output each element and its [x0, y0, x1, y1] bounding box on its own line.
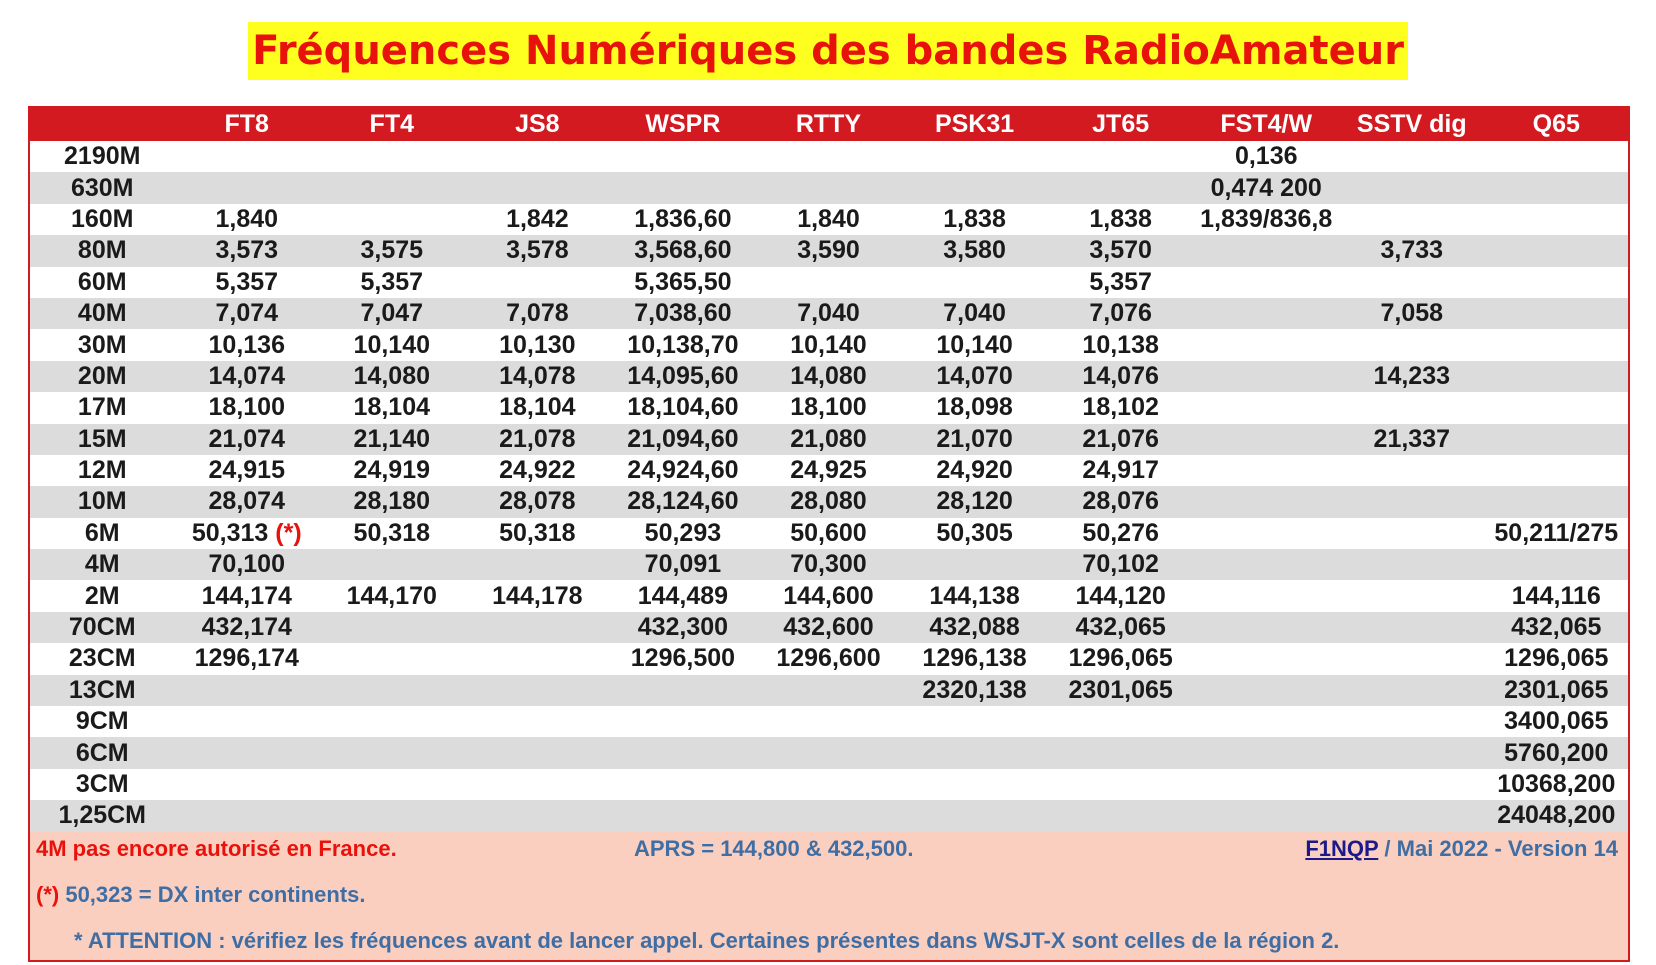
- band-label: 2190M: [30, 141, 175, 172]
- table-cell: 50,318: [319, 518, 465, 549]
- table-cell: 3,733: [1339, 235, 1485, 266]
- band-label: 40M: [30, 298, 175, 329]
- table-cell: 18,104: [319, 392, 465, 423]
- table-cell: [756, 737, 902, 768]
- table-cell: 28,080: [756, 486, 902, 517]
- band-label: 20M: [30, 361, 175, 392]
- table-cell: 28,120: [901, 486, 1048, 517]
- table-cell: 21,094,60: [610, 424, 756, 455]
- table-cell: 14,078: [465, 361, 611, 392]
- table-cell: [1048, 800, 1194, 831]
- table-cell: 21,076: [1048, 424, 1194, 455]
- table-cell: 432,600: [756, 612, 902, 643]
- table-cell: 5760,200: [1485, 737, 1628, 768]
- table-cell: [1485, 549, 1628, 580]
- table-cell: 144,120: [1048, 580, 1194, 611]
- table-cell: [319, 737, 465, 768]
- band-label: 1,25CM: [30, 800, 175, 831]
- band-label: 4M: [30, 549, 175, 580]
- page-title: Fréquences Numériques des bandes RadioAmateur: [248, 22, 1408, 80]
- table-cell: [1485, 392, 1628, 423]
- table-cell: 0,474 200: [1193, 172, 1339, 203]
- header-psk31: PSK31: [901, 108, 1048, 141]
- table-cell: 21,080: [756, 424, 902, 455]
- table-cell: [465, 172, 611, 203]
- table-cell: 3400,065: [1485, 706, 1628, 737]
- table-cell: [756, 267, 902, 298]
- table-cell: 10,138,70: [610, 329, 756, 360]
- author-link[interactable]: F1NQP: [1305, 835, 1379, 861]
- note-4m: 4M pas encore autorisé en France.: [36, 835, 397, 861]
- table-cell: [465, 800, 611, 831]
- table-row: [30, 455, 1628, 486]
- table-cell: 432,065: [1485, 612, 1628, 643]
- table-cell: 1296,500: [610, 643, 756, 674]
- table-row: [30, 769, 1628, 800]
- table-cell: [1193, 549, 1339, 580]
- table-cell: [756, 141, 902, 172]
- table-cell: [1193, 706, 1339, 737]
- table-cell: [1339, 141, 1485, 172]
- table-cell: [1339, 204, 1485, 235]
- table-cell: [465, 737, 611, 768]
- header-js8: JS8: [465, 108, 611, 141]
- table-cell: [1485, 267, 1628, 298]
- cell-value: 50,313: [191, 518, 269, 547]
- table-cell: [1193, 580, 1339, 611]
- table-cell: 21,337: [1339, 424, 1485, 455]
- table-cell: [610, 141, 756, 172]
- header-band: [30, 108, 175, 141]
- table-cell: [465, 675, 611, 706]
- table-cell: 10,138: [1048, 329, 1194, 360]
- table-cell: 24,922: [465, 455, 611, 486]
- table-row: [30, 424, 1628, 455]
- table-row: [30, 361, 1628, 392]
- author-version: / Mai 2022 - Version 14: [1378, 835, 1618, 861]
- table-cell: [1339, 455, 1485, 486]
- table-cell: 1,840: [756, 204, 902, 235]
- table-cell: 3,570: [1048, 235, 1194, 266]
- table-cell: [1193, 361, 1339, 392]
- table-cell: 1,838: [1048, 204, 1194, 235]
- table-cell: 7,040: [901, 298, 1048, 329]
- table-row: [30, 800, 1628, 831]
- table-cell: 7,058: [1339, 298, 1485, 329]
- table-cell: [1485, 455, 1628, 486]
- table-cell: 28,076: [1048, 486, 1194, 517]
- table-cell: 1296,138: [901, 643, 1048, 674]
- table-cell: 1296,065: [1485, 643, 1628, 674]
- band-label: 30M: [30, 329, 175, 360]
- band-label: 6M: [30, 518, 175, 549]
- table-cell: [465, 612, 611, 643]
- table-cell: [1193, 486, 1339, 517]
- table-cell: [756, 769, 902, 800]
- table-cell: 3,568,60: [610, 235, 756, 266]
- table-cell: [175, 675, 320, 706]
- table-cell: 7,040: [756, 298, 902, 329]
- table-cell: [901, 706, 1048, 737]
- table-cell: [1485, 235, 1628, 266]
- table-cell: 144,600: [756, 580, 902, 611]
- table-cell: 144,116: [1485, 580, 1628, 611]
- table-cell: 10,136: [175, 329, 320, 360]
- table-row: [30, 235, 1628, 266]
- table-cell: 28,180: [319, 486, 465, 517]
- table-cell: 1,840: [175, 204, 320, 235]
- band-label: 60M: [30, 267, 175, 298]
- table-cell: [756, 172, 902, 203]
- table-cell: 18,100: [175, 392, 320, 423]
- band-label: 15M: [30, 424, 175, 455]
- table-cell: [610, 675, 756, 706]
- table-cell: [1339, 706, 1485, 737]
- table-cell: 3,573: [175, 235, 320, 266]
- table-cell: [901, 769, 1048, 800]
- table-cell: [1485, 424, 1628, 455]
- table-cell: 432,300: [610, 612, 756, 643]
- table-cell: 5,357: [175, 267, 320, 298]
- table-cell: [1048, 141, 1194, 172]
- table-cell: [465, 706, 611, 737]
- table-cell: 50,276: [1048, 518, 1194, 549]
- table-cell: 144,178: [465, 580, 611, 611]
- table-cell: 144,138: [901, 580, 1048, 611]
- table-cell: [175, 172, 320, 203]
- table-cell: 2320,138: [901, 675, 1048, 706]
- band-label: 9CM: [30, 706, 175, 737]
- header-wspr: WSPR: [610, 108, 756, 141]
- header-ft4: FT4: [319, 108, 465, 141]
- table-cell: 14,080: [319, 361, 465, 392]
- table-cell: 21,074: [175, 424, 320, 455]
- table-row: [30, 737, 1628, 768]
- table-cell: 1,838: [901, 204, 1048, 235]
- table-cell: [1048, 172, 1194, 203]
- table-cell: 24,925: [756, 455, 902, 486]
- table-cell: 24,920: [901, 455, 1048, 486]
- table-cell: 14,233: [1339, 361, 1485, 392]
- table-cell: [175, 518, 320, 549]
- table-cell: 50,211/275: [1485, 518, 1628, 549]
- table-cell: [756, 800, 902, 831]
- table-cell: [319, 800, 465, 831]
- table-cell: 21,078: [465, 424, 611, 455]
- table-cell: 10,130: [465, 329, 611, 360]
- table-cell: 50,600: [756, 518, 902, 549]
- table-cell: 2301,065: [1485, 675, 1628, 706]
- table-cell: 1296,174: [175, 643, 320, 674]
- table-cell: [610, 737, 756, 768]
- table-cell: [465, 643, 611, 674]
- table-cell: [1339, 549, 1485, 580]
- table-cell: [1339, 392, 1485, 423]
- table-row: [30, 612, 1628, 643]
- table-cell: 432,088: [901, 612, 1048, 643]
- table-cell: 7,047: [319, 298, 465, 329]
- notes-panel: [30, 832, 1628, 960]
- table-cell: [1193, 392, 1339, 423]
- header-fst4-w: FST4/W: [1193, 108, 1339, 141]
- table-row: [30, 706, 1628, 737]
- table-cell: [175, 769, 320, 800]
- table-cell: [610, 800, 756, 831]
- table-cell: [175, 706, 320, 737]
- table-cell: 21,140: [319, 424, 465, 455]
- band-label: 13CM: [30, 675, 175, 706]
- table-cell: [1193, 518, 1339, 549]
- table-cell: 50,318: [465, 518, 611, 549]
- band-label: 6CM: [30, 737, 175, 768]
- note-attention: * ATTENTION : vérifiez les fréquences avant de lancer appel. Certaines présentes dans WSJT-X sont celles de la région 2.: [74, 927, 1340, 953]
- table-cell: 7,078: [465, 298, 611, 329]
- band-label: 10M: [30, 486, 175, 517]
- table-cell: [901, 172, 1048, 203]
- table-cell: [1193, 769, 1339, 800]
- table-cell: [465, 267, 611, 298]
- table-cell: [756, 675, 902, 706]
- frequency-table: [30, 108, 1628, 832]
- dx-marker: (*): [36, 881, 60, 907]
- table-cell: [756, 706, 902, 737]
- table-cell: 14,095,60: [610, 361, 756, 392]
- table-cell: 5,365,50: [610, 267, 756, 298]
- table-row: [30, 486, 1628, 517]
- table-row: [30, 549, 1628, 580]
- header-ft8: FT8: [175, 108, 320, 141]
- table-cell: 28,078: [465, 486, 611, 517]
- table-cell: 18,104: [465, 392, 611, 423]
- table-cell: [319, 549, 465, 580]
- table-cell: 24,917: [1048, 455, 1194, 486]
- header-q65: Q65: [1485, 108, 1628, 141]
- table-cell: [319, 675, 465, 706]
- band-label: 3CM: [30, 769, 175, 800]
- table-cell: 3,575: [319, 235, 465, 266]
- table-cell: 1,842: [465, 204, 611, 235]
- band-label: 12M: [30, 455, 175, 486]
- table-cell: 144,489: [610, 580, 756, 611]
- table-cell: [901, 141, 1048, 172]
- table-cell: 14,080: [756, 361, 902, 392]
- table-cell: 14,070: [901, 361, 1048, 392]
- table-row: [30, 329, 1628, 360]
- table-cell: 18,104,60: [610, 392, 756, 423]
- table-cell: [1339, 486, 1485, 517]
- table-cell: [319, 769, 465, 800]
- table-cell: 50,305: [901, 518, 1048, 549]
- table-cell: [1193, 329, 1339, 360]
- table-cell: 3,580: [901, 235, 1048, 266]
- table-cell: 7,074: [175, 298, 320, 329]
- table-cell: [1339, 737, 1485, 768]
- table-cell: [1048, 706, 1194, 737]
- table-cell: [1339, 643, 1485, 674]
- table-cell: [1339, 172, 1485, 203]
- header-row: [30, 108, 1628, 141]
- table-cell: [901, 800, 1048, 831]
- table-cell: [1339, 329, 1485, 360]
- table-cell: 5,357: [1048, 267, 1194, 298]
- band-label: 23CM: [30, 643, 175, 674]
- table-cell: 18,102: [1048, 392, 1194, 423]
- table-row: [30, 392, 1628, 423]
- table-cell: 50,293: [610, 518, 756, 549]
- table-cell: 1,839/836,8: [1193, 204, 1339, 235]
- table-cell: [1193, 235, 1339, 266]
- table-cell: 28,124,60: [610, 486, 756, 517]
- table-cell: 2301,065: [1048, 675, 1194, 706]
- table-cell: 432,065: [1048, 612, 1194, 643]
- band-label: 630M: [30, 172, 175, 203]
- table-cell: [465, 549, 611, 580]
- table-row: [30, 580, 1628, 611]
- table-cell: [1485, 361, 1628, 392]
- table-cell: 70,102: [1048, 549, 1194, 580]
- band-label: 2M: [30, 580, 175, 611]
- table-cell: 10,140: [901, 329, 1048, 360]
- table-cell: [175, 141, 320, 172]
- dx-footnote-marker: (*): [275, 518, 302, 547]
- table-cell: 14,076: [1048, 361, 1194, 392]
- note-author: [1305, 836, 1618, 862]
- table-cell: [1339, 800, 1485, 831]
- table-cell: [1193, 267, 1339, 298]
- table-cell: 24048,200: [1485, 800, 1628, 831]
- table-cell: 70,100: [175, 549, 320, 580]
- band-label: 160M: [30, 204, 175, 235]
- header-sstv-dig: SSTV dig: [1339, 108, 1485, 141]
- table-cell: [1193, 298, 1339, 329]
- table-cell: 24,915: [175, 455, 320, 486]
- header-rtty: RTTY: [756, 108, 902, 141]
- table-cell: [1339, 612, 1485, 643]
- table-cell: 10,140: [756, 329, 902, 360]
- table-cell: 144,174: [175, 580, 320, 611]
- table-row: [30, 172, 1628, 203]
- table-cell: 5,357: [319, 267, 465, 298]
- table-cell: [1048, 769, 1194, 800]
- table-row: [30, 643, 1628, 674]
- table-cell: [1193, 800, 1339, 831]
- table-cell: [1048, 737, 1194, 768]
- table-cell: [1193, 424, 1339, 455]
- table-cell: [610, 172, 756, 203]
- table-cell: 1296,065: [1048, 643, 1194, 674]
- table-cell: 18,098: [901, 392, 1048, 423]
- table-body: [30, 141, 1628, 832]
- table-cell: 7,038,60: [610, 298, 756, 329]
- table-cell: 432,174: [175, 612, 320, 643]
- table-cell: 70,091: [610, 549, 756, 580]
- table-cell: [1485, 204, 1628, 235]
- table-cell: [1485, 172, 1628, 203]
- table-cell: [1339, 675, 1485, 706]
- table-cell: [610, 706, 756, 737]
- table-cell: [1193, 737, 1339, 768]
- table-cell: [175, 800, 320, 831]
- band-label: 80M: [30, 235, 175, 266]
- table-row: [30, 267, 1628, 298]
- table-cell: [175, 737, 320, 768]
- table-cell: [1485, 329, 1628, 360]
- table-cell: 10,140: [319, 329, 465, 360]
- table-cell: [319, 706, 465, 737]
- note-dx: [36, 882, 366, 908]
- table-cell: 10368,200: [1485, 769, 1628, 800]
- table-cell: [1339, 518, 1485, 549]
- header-jt65: JT65: [1048, 108, 1194, 141]
- table-row: [30, 675, 1628, 706]
- table-cell: [465, 769, 611, 800]
- band-label: 17M: [30, 392, 175, 423]
- dx-text: 50,323 = DX inter continents.: [59, 881, 366, 907]
- table-cell: [610, 769, 756, 800]
- table-cell: 1296,600: [756, 643, 902, 674]
- table-cell: [901, 549, 1048, 580]
- table-cell: [319, 643, 465, 674]
- table-cell: [1485, 298, 1628, 329]
- table-cell: [1193, 643, 1339, 674]
- table-cell: [1193, 675, 1339, 706]
- table-cell: 14,074: [175, 361, 320, 392]
- table-cell: [1485, 486, 1628, 517]
- table-cell: 24,924,60: [610, 455, 756, 486]
- table-cell: 24,919: [319, 455, 465, 486]
- table-cell: [901, 737, 1048, 768]
- table-cell: [1193, 612, 1339, 643]
- table-cell: 3,578: [465, 235, 611, 266]
- table-cell: 21,070: [901, 424, 1048, 455]
- table-cell: [319, 172, 465, 203]
- table-row: [30, 141, 1628, 172]
- table-cell: [1339, 580, 1485, 611]
- table-cell: 70,300: [756, 549, 902, 580]
- table-cell: [465, 141, 611, 172]
- table-cell: [319, 141, 465, 172]
- table-cell: [1339, 267, 1485, 298]
- table-cell: [319, 612, 465, 643]
- table-cell: [1339, 769, 1485, 800]
- table-row: [30, 518, 1628, 549]
- table-row: [30, 204, 1628, 235]
- table-cell: 28,074: [175, 486, 320, 517]
- table-cell: [1485, 141, 1628, 172]
- frequency-table-wrap: [28, 106, 1630, 962]
- table-cell: [1193, 455, 1339, 486]
- note-aprs: APRS = 144,800 & 432,500.: [634, 835, 914, 861]
- table-cell: 1,836,60: [610, 204, 756, 235]
- table-cell: 7,076: [1048, 298, 1194, 329]
- table-cell: 144,170: [319, 580, 465, 611]
- table-cell: [319, 204, 465, 235]
- table-cell: 0,136: [1193, 141, 1339, 172]
- table-row: [30, 298, 1628, 329]
- table-cell: 18,100: [756, 392, 902, 423]
- table-cell: [901, 267, 1048, 298]
- title-wrap: [0, 22, 1656, 80]
- band-label: 70CM: [30, 612, 175, 643]
- table-cell: 3,590: [756, 235, 902, 266]
